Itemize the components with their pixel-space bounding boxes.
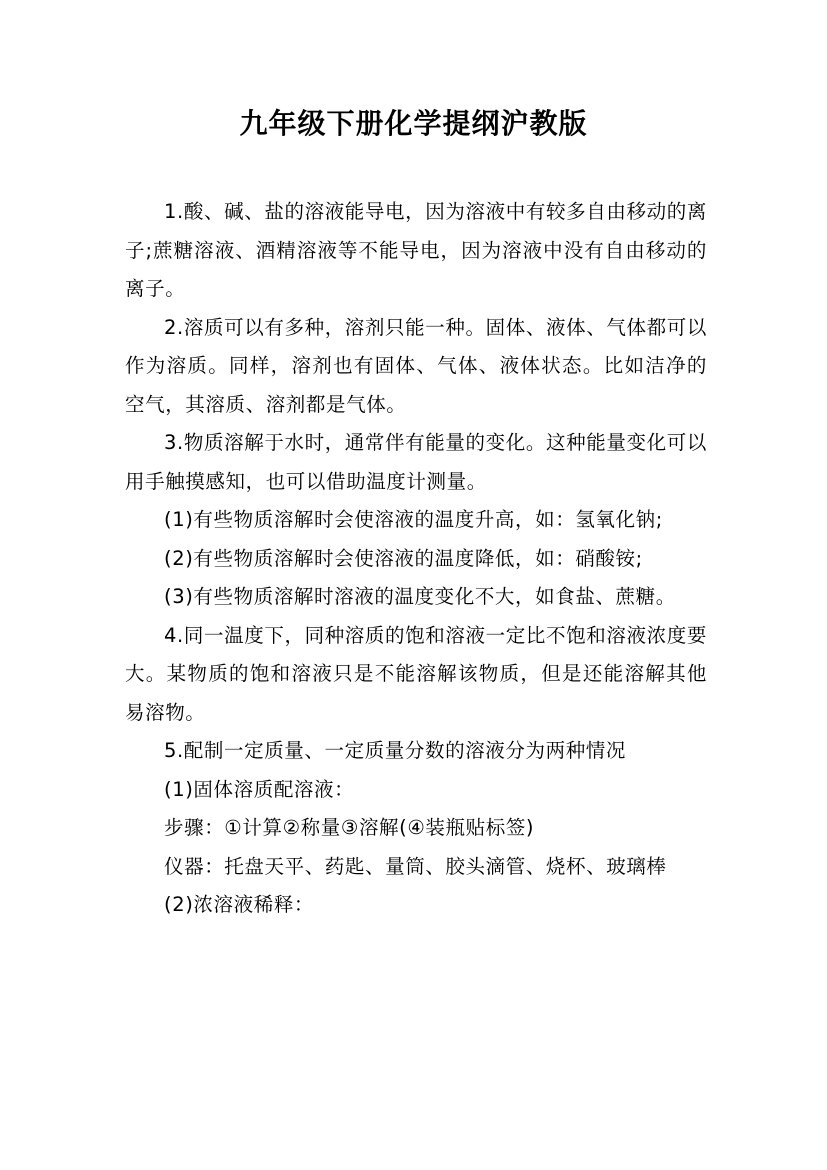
paragraph-2: 2.溶质可以有多种，溶剂只能一种。固体、液体、气体都可以作为溶质。同样，溶剂也有固体、气体、液体状态。比如洁净的空气，其溶质、溶剂都是气体。 bbox=[125, 315, 707, 416]
paragraph-5-steps: 步骤：①计算②称量③溶解(④装瓶贴标签) bbox=[164, 816, 535, 839]
paragraph-4: 4.同一温度下，同种溶质的饱和溶液一定比不饱和溶液浓度要大。某物质的饱和溶液只是不能溶解该物质，但是还能溶解其他易溶物。 bbox=[125, 623, 707, 724]
paragraph-3-item-2: (2)有些物质溶解时会使溶液的温度降低，如：硝酸铵; bbox=[164, 546, 643, 570]
paragraph-3: 3.物质溶解于水时，通常伴有能量的变化。这种能量变化可以用手触摸感知，也可以借助温度计测量。 bbox=[125, 431, 707, 493]
document-body bbox=[125, 193, 707, 925]
paragraph-5-instruments: 仪器：托盘天平、药匙、量筒、胶头滴管、烧杯、玻璃棒 bbox=[164, 854, 667, 878]
paragraph-5-item-1: (1)固体溶质配溶液： bbox=[164, 777, 355, 801]
document-title: 九年级下册化学提纲沪教版 bbox=[239, 107, 588, 140]
paragraph-1: 1.酸、碱、盐的溶液能导电，因为溶液中有较多自由移动的离子;蔗糖溶液、酒精溶液等不能导电，因为溶液中没有自由移动的离子。 bbox=[125, 200, 707, 300]
paragraph-5-item-2: (2)浓溶液稀释： bbox=[164, 893, 315, 916]
paragraph-5: 5.配制一定质量、一定质量分数的溶液分为两种情况 bbox=[164, 739, 627, 762]
paragraph-3-item-3: (3)有些物质溶解时溶液的温度变化不大，如食盐、蔗糖。 bbox=[164, 585, 676, 608]
paragraph-3-item-1: (1)有些物质溶解时会使溶液的温度升高，如：氢氧化钠; bbox=[164, 508, 663, 531]
